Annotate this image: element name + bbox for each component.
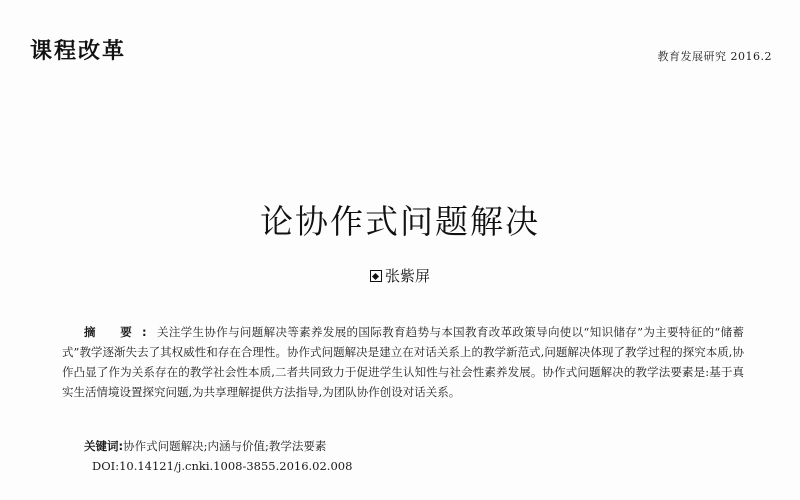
keywords-label: 关键词: [84, 439, 124, 453]
keywords-text: 协作式问题解决;内涵与价值;教学法要素 [123, 439, 327, 453]
keywords [84, 436, 326, 456]
article-title: 论协作式问题解决 [260, 202, 540, 241]
abstract-text: 关注学生协作与问题解决等素养发展的国际教育趋势与本国教育改革政策导向使以“知识储存”为主要特征的“储蓄式”教学逐渐失去了其权威性和存在合理性。协作式问题解决是建立在对话关系上的教学新范式,问题解决体现了教学过程的探究本质,协作凸显了作为关系存在的教学社会性本质,二者共同致力于促进学生认知性与社会性素养发展。协作式问题解决的教学法要素是:基于真实生活情境设置探究问题,为共享理解提供方法指导,为团队协作创设对话关系。 [62, 325, 744, 399]
author-name: 张紫屏 [384, 267, 430, 285]
doi: DOI:10.14121/j.cnki.1008-3855.2016.02.008 [92, 459, 353, 473]
author-line [0, 265, 800, 286]
journal-info: 教育发展研究 2016.2 [657, 50, 772, 63]
column-label: 课程改革 [30, 39, 127, 64]
author-diamond-icon [370, 270, 382, 282]
abstract [62, 322, 744, 402]
abstract-label: 摘 要: [84, 325, 157, 339]
